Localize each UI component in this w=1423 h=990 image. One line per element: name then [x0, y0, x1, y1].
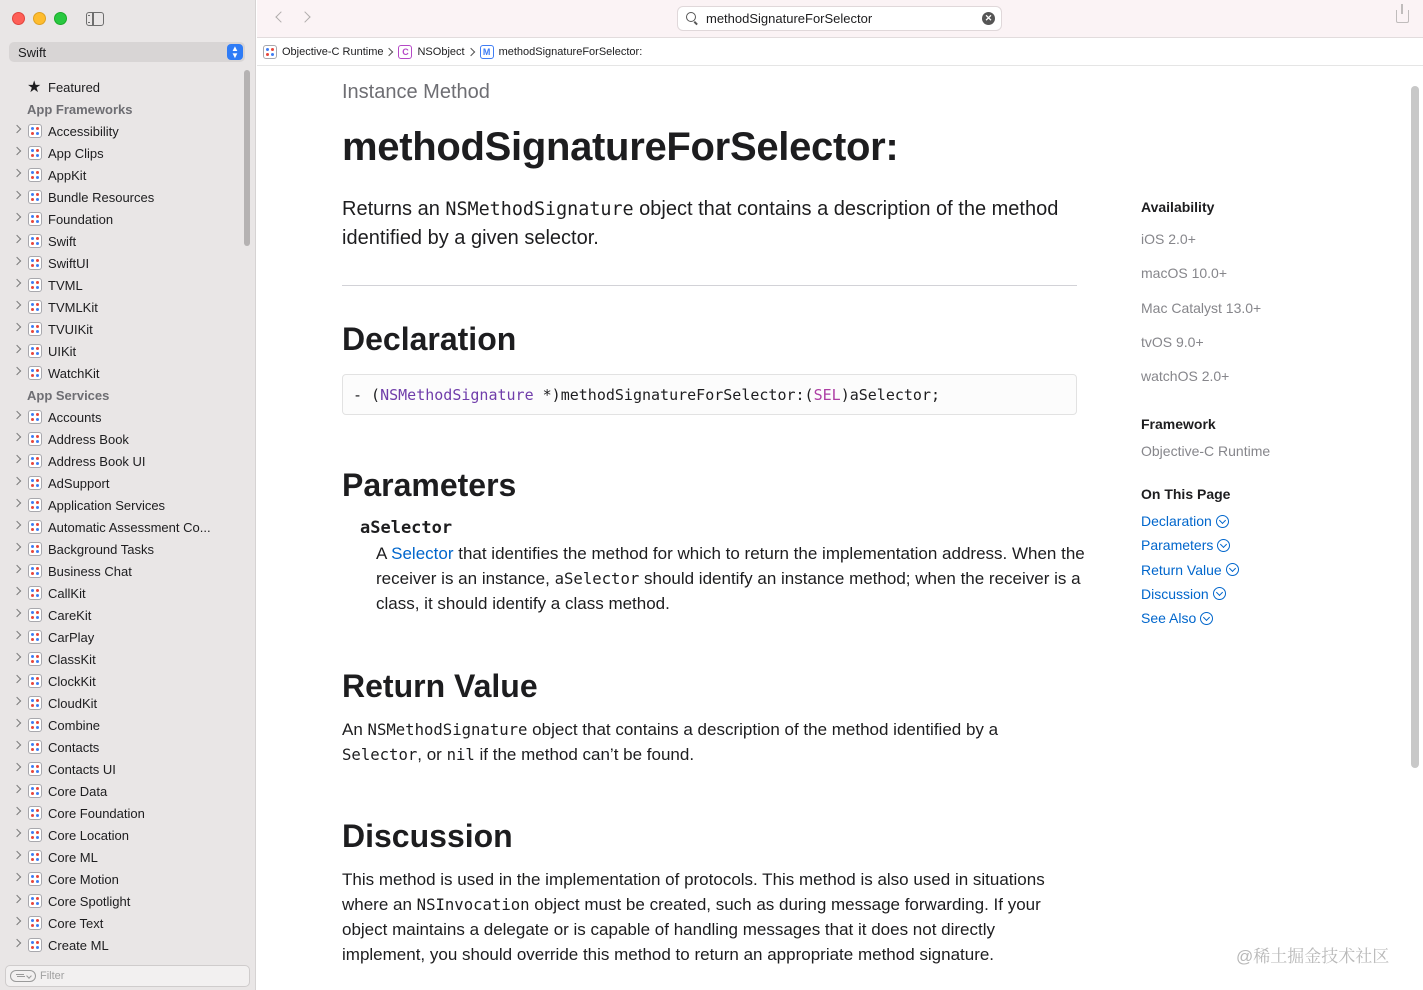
sidebar-item-label: Contacts	[48, 739, 100, 755]
chevron-right-icon	[466, 48, 474, 56]
sidebar-item-label: CloudKit	[48, 695, 98, 711]
chevron-down-circle-icon	[1217, 539, 1230, 552]
sidebar-item-swift[interactable]	[0, 230, 244, 252]
sidebar-item-appkit[interactable]	[0, 164, 244, 186]
language-select[interactable]	[9, 42, 245, 62]
close-window-button[interactable]	[12, 12, 25, 25]
filter-placeholder: Filter	[40, 970, 65, 982]
return-text: , or	[417, 745, 447, 764]
sidebar-item-label: AppKit	[48, 167, 87, 183]
abstract-text: Returns an	[342, 198, 446, 220]
chevron-down-circle-icon	[1226, 563, 1239, 576]
sidebar-item-create-ml[interactable]	[0, 934, 244, 956]
content-scrollbar[interactable]	[1411, 86, 1419, 768]
framework-icon	[28, 344, 42, 358]
disclosure-chevron-icon[interactable]	[13, 477, 21, 485]
sidebar-item-core-motion[interactable]	[0, 868, 244, 890]
chevron-down-circle-icon	[1213, 587, 1226, 600]
chevron-down-circle-icon	[1200, 612, 1213, 625]
selector-link[interactable]: Selector	[391, 544, 454, 563]
framework-icon	[28, 432, 42, 446]
framework-icon	[28, 146, 42, 160]
chevron-right-icon	[385, 48, 393, 56]
disclosure-chevron-icon[interactable]	[13, 873, 21, 881]
filter-icon[interactable]	[10, 970, 36, 982]
sidebar-item-cloudkit[interactable]	[0, 692, 244, 714]
sidebar-item-foundation[interactable]	[0, 208, 244, 230]
return-value-heading: Return Value	[342, 668, 538, 704]
framework-icon	[28, 872, 42, 886]
sidebar-group-heading: App Frameworks	[27, 101, 133, 117]
sidebar-item-label: TVML	[48, 277, 83, 293]
language-select-value: Swift	[18, 44, 47, 60]
discussion-heading: Discussion	[342, 818, 513, 854]
framework-icon	[28, 850, 42, 864]
framework-icon	[28, 784, 42, 798]
sidebar-item-core-foundation[interactable]	[0, 802, 244, 824]
framework-icon	[28, 916, 42, 930]
discussion-text-part: object must be created, such as during message forwarding. If your object maintains a delegate or is capable of handling messages that it does not directly implement, you should override this method to return an appropriate method signature.	[342, 895, 1041, 964]
disclosure-chevron-icon[interactable]	[13, 917, 21, 925]
decl-prefix: - (	[353, 386, 381, 404]
sidebar-item-label: Create ML	[48, 937, 109, 953]
sidebar-item-label: Core Text	[48, 915, 104, 931]
zoom-window-button[interactable]	[54, 12, 67, 25]
param-code: aSelector	[554, 569, 640, 588]
sidebar-item-label: CareKit	[48, 607, 92, 623]
sidebar-item-label: SwiftUI	[48, 255, 90, 271]
framework-icon	[28, 278, 42, 292]
sidebar-item-uikit[interactable]	[0, 340, 244, 362]
on-this-page-link-declaration[interactable]	[1141, 513, 1229, 529]
declaration-code	[342, 374, 1077, 415]
search-icon	[686, 12, 699, 25]
parameters-heading: Parameters	[342, 467, 517, 503]
decl-mid: *)methodSignatureForSelector:(	[533, 386, 814, 404]
sidebar-item-tvuikit[interactable]	[0, 318, 244, 340]
sidebar-item-label: Address Book	[48, 431, 129, 447]
disclosure-chevron-icon[interactable]	[13, 411, 21, 419]
return-code: Selector	[342, 745, 418, 764]
sidebar-nav	[0, 76, 244, 962]
decl-type-link[interactable]: NSMethodSignature	[380, 386, 534, 404]
sidebar-item-featured[interactable]	[0, 76, 244, 98]
sidebar-item-core-spotlight[interactable]	[0, 890, 244, 912]
sidebar-item-core-data[interactable]	[0, 780, 244, 802]
on-this-page-link-parameters[interactable]	[1141, 537, 1230, 553]
sidebar-item-business-chat[interactable]	[0, 560, 244, 582]
disclosure-chevron-icon[interactable]	[13, 257, 21, 265]
availability-item: tvOS 9.0+	[1141, 333, 1204, 350]
framework-icon	[28, 234, 42, 248]
sidebar-item-label: Core Data	[48, 783, 108, 799]
framework-icon	[28, 542, 42, 556]
availability-item: watchOS 2.0+	[1141, 368, 1230, 385]
sidebar-item-label: Foundation	[48, 211, 114, 227]
breadcrumb-label: Objective-C Runtime	[282, 46, 384, 58]
sidebar-item-label: TVUIKit	[48, 321, 93, 337]
sidebar-item-label: ClockKit	[48, 673, 96, 689]
sidebar-item-label: Bundle Resources	[48, 189, 155, 205]
sidebar-item-label: Core ML	[48, 849, 98, 865]
disclosure-chevron-icon[interactable]	[13, 675, 21, 683]
page-title: methodSignatureForSelector:	[342, 125, 899, 169]
sidebar-item-core-ml[interactable]	[0, 846, 244, 868]
window-controls	[12, 12, 67, 25]
framework-icon	[263, 45, 277, 59]
framework-icon	[28, 828, 42, 842]
breadcrumb-item-framework[interactable]	[263, 45, 383, 59]
disclosure-chevron-icon[interactable]	[13, 609, 21, 617]
framework-icon	[28, 938, 42, 952]
sidebar	[0, 0, 256, 990]
framework-icon	[28, 124, 42, 138]
disclosure-chevron-icon[interactable]	[13, 631, 21, 639]
disclosure-chevron-icon[interactable]	[13, 653, 21, 661]
sidebar-item-background-tasks[interactable]	[0, 538, 244, 560]
sidebar-item-label: Featured	[48, 79, 101, 95]
decl-keyword[interactable]: SEL	[813, 386, 841, 404]
chevron-down-circle-icon	[1216, 515, 1229, 528]
framework-icon	[28, 652, 42, 666]
disclosure-chevron-icon[interactable]	[13, 895, 21, 903]
breadcrumb-label: NSObject	[417, 46, 465, 58]
breadcrumb-item-method[interactable]	[480, 45, 643, 59]
back-button[interactable]	[275, 11, 286, 22]
sidebar-item-label: TVMLKit	[48, 299, 98, 315]
sidebar-item-label: Accounts	[48, 409, 102, 425]
sidebar-item-combine[interactable]	[0, 714, 244, 736]
on-this-page-label: Parameters	[1141, 537, 1214, 554]
on-this-page-label: Declaration	[1141, 513, 1212, 529]
search-input[interactable]: methodSignatureForSelector	[706, 11, 873, 26]
breadcrumb	[257, 39, 1423, 66]
framework-icon	[28, 894, 42, 908]
param-text: that identifies the method for which to return the implementation address. When the receiver is an instance,	[376, 544, 1085, 588]
framework-icon	[28, 674, 42, 688]
breadcrumb-item-class[interactable]	[398, 45, 464, 59]
return-text: An	[342, 720, 368, 739]
filter-field[interactable]	[5, 965, 250, 987]
sidebar-item-label: Contacts UI	[48, 761, 116, 777]
sidebar-item-address-book-ui[interactable]	[0, 450, 244, 472]
search-field[interactable]	[677, 6, 1002, 31]
framework-icon	[28, 212, 42, 226]
framework-icon	[28, 256, 42, 270]
disclosure-chevron-icon[interactable]	[13, 323, 21, 331]
disclosure-chevron-icon[interactable]	[13, 829, 21, 837]
parameter-description	[376, 541, 1086, 616]
sidebar-item-classkit[interactable]	[0, 648, 244, 670]
sidebar-item-adsupport[interactable]	[0, 472, 244, 494]
sidebar-item-label: CarPlay	[48, 629, 95, 645]
disclosure-chevron-icon[interactable]	[13, 279, 21, 287]
sidebar-item-tvmlkit[interactable]	[0, 296, 244, 318]
disclosure-chevron-icon[interactable]	[13, 785, 21, 793]
disclosure-chevron-icon[interactable]	[13, 191, 21, 199]
framework-icon	[28, 608, 42, 622]
disclosure-chevron-icon[interactable]	[13, 213, 21, 221]
chevron-up-down-icon: ▲ ▼	[227, 44, 243, 60]
disclosure-chevron-icon[interactable]	[13, 367, 21, 375]
framework-icon	[28, 322, 42, 336]
sidebar-item-swiftui[interactable]	[0, 252, 244, 274]
disclosure-chevron-icon[interactable]	[13, 807, 21, 815]
framework-icon	[28, 498, 42, 512]
sidebar-item-label: Background Tasks	[48, 541, 154, 557]
sidebar-item-contacts-ui[interactable]	[0, 758, 244, 780]
sidebar-item-label: Accessibility	[48, 123, 119, 139]
sidebar-group-heading: App Services	[27, 387, 110, 403]
sidebar-item-label: Application Services	[48, 497, 166, 513]
watermark: @稀土掘金技术社区	[1236, 947, 1390, 966]
return-text: if the method can’t be found.	[474, 745, 695, 764]
sidebar-item-label: UIKit	[48, 343, 77, 359]
sidebar-item-carekit[interactable]	[0, 604, 244, 626]
framework-icon	[28, 168, 42, 182]
disclosure-chevron-icon[interactable]	[13, 455, 21, 463]
abstract-code: NSMethodSignature	[445, 199, 634, 220]
return-text: object that contains a description of the method identified by a	[527, 720, 999, 739]
decl-suffix: )aSelector;	[840, 386, 941, 404]
sidebar-item-label: Core Foundation	[48, 805, 145, 821]
disclosure-chevron-icon[interactable]	[13, 741, 21, 749]
disclosure-chevron-icon[interactable]	[13, 697, 21, 705]
on-this-page-link-return-value[interactable]	[1141, 562, 1239, 578]
availability-heading: Availability	[1141, 199, 1215, 215]
on-this-page-heading: On This Page	[1141, 486, 1231, 502]
framework-icon	[28, 190, 42, 204]
disclosure-chevron-icon[interactable]	[13, 235, 21, 243]
star-icon: ★	[27, 79, 42, 96]
sidebar-item-label: Automatic Assessment Co...	[48, 519, 211, 535]
on-this-page-link-see-also[interactable]	[1141, 610, 1213, 626]
on-this-page-label: See Also	[1141, 610, 1197, 627]
discussion-text	[342, 867, 1067, 967]
on-this-page-link-discussion[interactable]	[1141, 586, 1226, 602]
clear-search-icon[interactable]: ✕	[982, 12, 995, 25]
sidebar-item-carplay[interactable]	[0, 626, 244, 648]
return-value-text	[342, 717, 1077, 767]
param-text: should identify an instance method; when the receiver is a class, it should identify a class method.	[376, 569, 1081, 613]
class-icon: C	[398, 45, 412, 59]
sidebar-item-accessibility[interactable]	[0, 120, 244, 142]
sidebar-item-label: Address Book UI	[48, 453, 146, 469]
sidebar-item-application-services[interactable]	[0, 494, 244, 516]
sidebar-item-core-text[interactable]	[0, 912, 244, 934]
sidebar-item-label: Swift	[48, 233, 77, 249]
breadcrumb-label: methodSignatureForSelector:	[498, 46, 643, 58]
toolbar	[257, 0, 1423, 38]
framework-icon	[28, 520, 42, 534]
framework-icon	[28, 740, 42, 754]
share-icon[interactable]	[1396, 10, 1409, 23]
declaration-heading: Declaration	[342, 321, 517, 357]
sidebar-item-callkit[interactable]	[0, 582, 244, 604]
sidebar-item-label: CallKit	[48, 585, 86, 601]
sidebar-item-label: App Clips	[48, 145, 104, 161]
return-code: nil	[446, 745, 475, 764]
parameter-name: aSelector	[360, 518, 453, 538]
framework-icon	[28, 630, 42, 644]
sidebar-item-tvml[interactable]	[0, 274, 244, 296]
framework-icon	[28, 806, 42, 820]
framework-icon	[28, 564, 42, 578]
sidebar-item-address-book[interactable]	[0, 428, 244, 450]
sidebar-item-app-clips[interactable]	[0, 142, 244, 164]
framework-heading: Framework	[1141, 416, 1216, 432]
disclosure-chevron-icon[interactable]	[13, 851, 21, 859]
doc-abstract	[342, 195, 1062, 253]
sidebar-item-contacts[interactable]	[0, 736, 244, 758]
framework-value[interactable]: Objective-C Runtime	[1141, 443, 1271, 459]
on-this-page-label: Return Value	[1141, 561, 1222, 578]
framework-icon	[28, 410, 42, 424]
discussion-text-part: This method is used in the implementation of protocols. This method is also used in situations where an	[342, 870, 1045, 914]
framework-icon	[28, 762, 42, 776]
sidebar-scrollbar[interactable]	[244, 70, 250, 246]
disclosure-chevron-icon[interactable]	[13, 147, 21, 155]
disclosure-chevron-icon[interactable]	[13, 521, 21, 529]
sidebar-item-core-location[interactable]	[0, 824, 244, 846]
availability-item: iOS 2.0+	[1141, 231, 1196, 247]
sidebar-item-label: Core Motion	[48, 871, 119, 887]
sidebar-item-bundle-resources[interactable]	[0, 186, 244, 208]
disclosure-chevron-icon[interactable]	[13, 587, 21, 595]
sidebar-item-accounts[interactable]	[0, 406, 244, 428]
disclosure-chevron-icon[interactable]	[13, 543, 21, 551]
divider	[342, 285, 1077, 286]
disclosure-chevron-icon[interactable]	[13, 169, 21, 177]
disclosure-chevron-icon[interactable]	[13, 565, 21, 573]
on-this-page-label: Discussion	[1141, 585, 1209, 602]
framework-icon	[28, 300, 42, 314]
disclosure-chevron-icon[interactable]	[13, 433, 21, 441]
discussion-code: NSInvocation	[416, 895, 530, 914]
method-icon: M	[480, 45, 494, 59]
sidebar-item-automatic-assessment-co[interactable]	[0, 516, 244, 538]
availability-item: macOS 10.0+	[1141, 265, 1227, 282]
disclosure-chevron-icon[interactable]	[13, 719, 21, 727]
availability-item: Mac Catalyst 13.0+	[1141, 299, 1262, 316]
framework-icon	[28, 366, 42, 380]
param-text: A	[376, 544, 392, 563]
framework-icon	[28, 718, 42, 732]
forward-button[interactable]	[299, 11, 310, 22]
sidebar-item-label: WatchKit	[48, 365, 100, 381]
minimize-window-button[interactable]	[33, 12, 46, 25]
disclosure-chevron-icon[interactable]	[13, 763, 21, 771]
disclosure-chevron-icon[interactable]	[13, 345, 21, 353]
return-code: NSMethodSignature	[367, 720, 528, 739]
sidebar-item-label: ClassKit	[48, 651, 96, 667]
disclosure-chevron-icon[interactable]	[13, 125, 21, 133]
framework-icon	[28, 454, 42, 468]
doc-eyebrow: Instance Method	[342, 81, 490, 103]
sidebar-item-clockkit[interactable]	[0, 670, 244, 692]
sidebar-item-label: Combine	[48, 717, 101, 733]
disclosure-chevron-icon[interactable]	[13, 499, 21, 507]
disclosure-chevron-icon[interactable]	[13, 939, 21, 947]
sidebar-item-label: Business Chat	[48, 563, 132, 579]
sidebar-item-label: Core Location	[48, 827, 129, 843]
framework-icon	[28, 696, 42, 710]
sidebar-toggle-icon[interactable]	[86, 12, 104, 26]
sidebar-item-label: Core Spotlight	[48, 893, 131, 909]
framework-icon	[28, 586, 42, 600]
framework-icon	[28, 476, 42, 490]
abstract-text: object that contains a description of the method identified by a given selector.	[342, 198, 1059, 249]
disclosure-chevron-icon[interactable]	[13, 301, 21, 309]
sidebar-item-label: AdSupport	[48, 475, 110, 491]
sidebar-item-watchkit[interactable]	[0, 362, 244, 384]
